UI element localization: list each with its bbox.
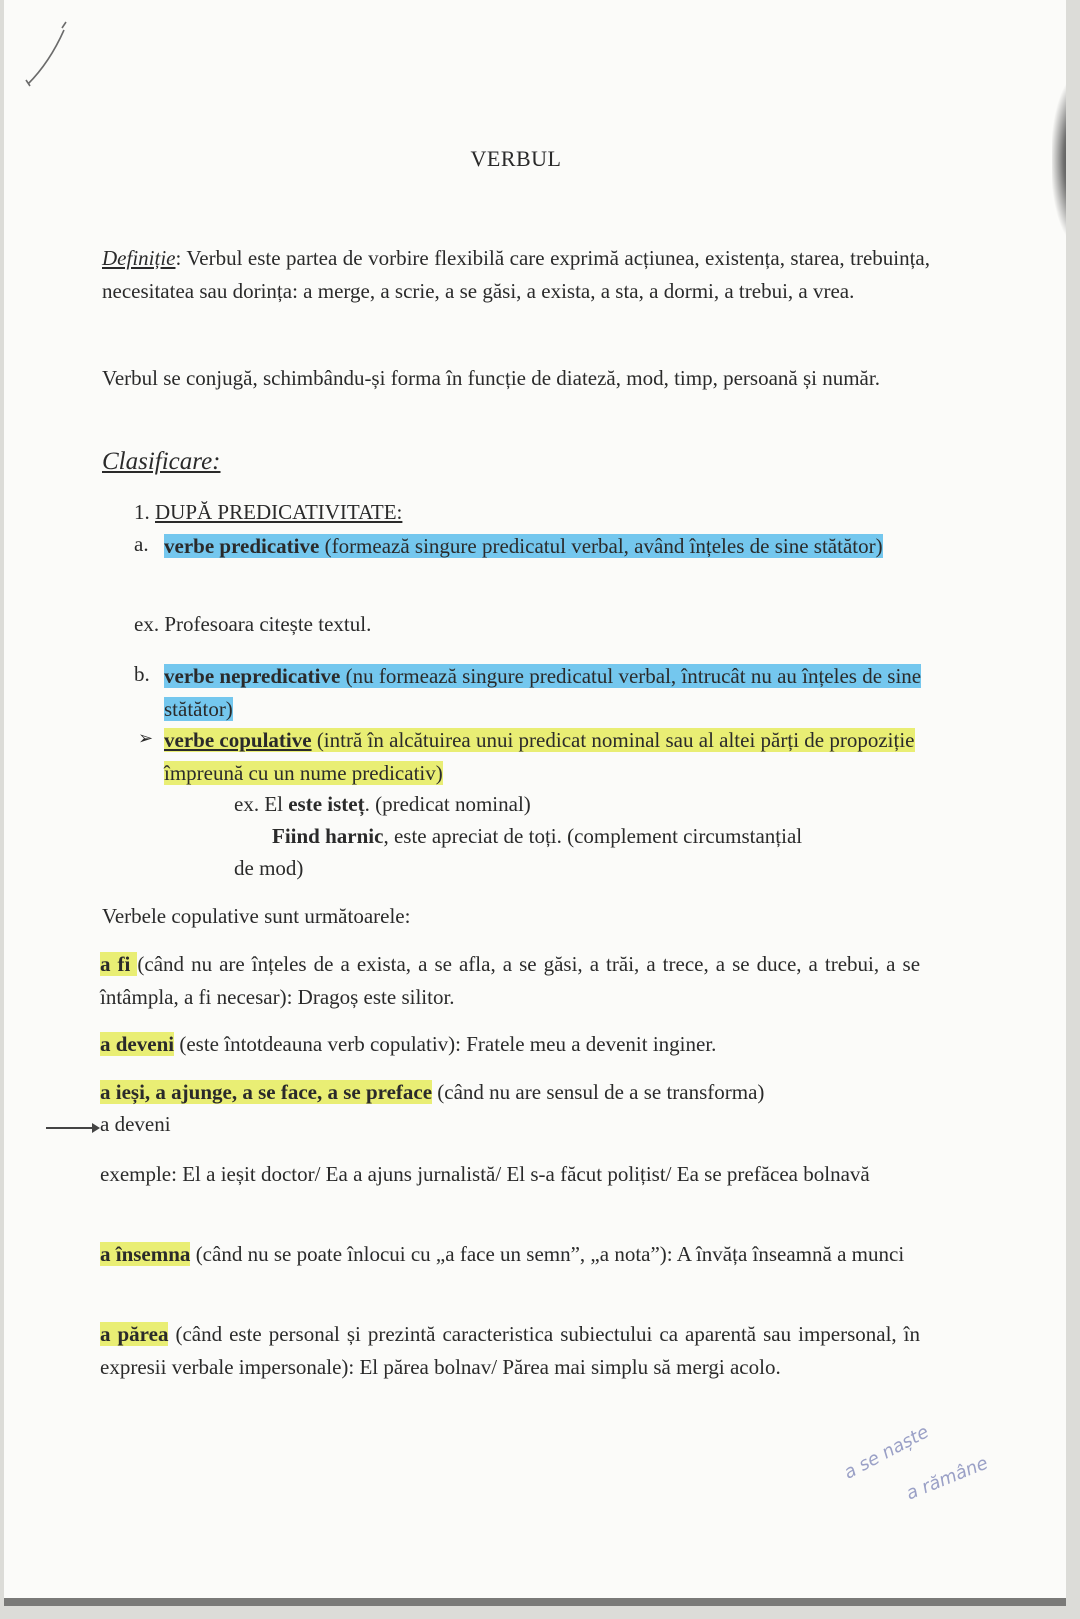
verb-item-a-parea: a părea (când este personal și prezintă caracteristica subiectului ca aparentă sau impersonal, în expresii verbale impersonale): El părea bolnav/ Părea mai simplu să mergi acolo. — [100, 1322, 921, 1379]
conjugation-paragraph: Verbul se conjugă, schimbându-și forma în funcție de diateză, mod, timp, persoană și număr. — [102, 366, 880, 390]
item-b-letter: b. — [134, 662, 150, 686]
copulative-text — [164, 724, 930, 790]
page-bottom-edge — [4, 1598, 1066, 1606]
check-mark-icon — [22, 18, 72, 88]
item-b-text — [164, 660, 930, 726]
verb-item-a-fi: a fi (când nu are înțeles de a exista, a se afla, a se găsi, a trăi, a trece, a se duce, a trebui, a se întâmpla, a fi necesar): Dragoș este silitor. — [100, 952, 921, 1009]
classification-label: Clasificare: — [102, 448, 221, 475]
item-a-example: ex. Profesoara citește textul. — [134, 612, 372, 636]
copulative-desc: (intră în alcătuirea unui predicat nominal sau al altei părți de propoziție împreună cu un nume predicativ) — [164, 728, 915, 785]
item-a-desc: (formează singure predicatul verbal, având înțeles de sine stătător) — [319, 534, 883, 558]
copulative-example-2-cont: de mod) — [234, 856, 304, 880]
examples-line: exemple: El a ieșit doctor/ Ea a ajuns jurnalistă/ El s-a făcut polițist/ Ea se prefăcea bolnavă — [100, 1162, 870, 1186]
copulative-example-2: Fiind harnic, este apreciat de toți. (complement circumstanțial — [272, 824, 803, 848]
document-page — [4, 0, 1066, 1606]
verb-item-a-iesi: a ieși, a ajunge, a se face, a se preface (când nu are sensul de a se transforma) — [100, 1080, 765, 1104]
page-title: VERBUL — [470, 146, 562, 171]
arrow-right-icon — [46, 1127, 98, 1129]
copulative-term: verbe copulative — [164, 728, 312, 752]
item-b-term: verbe nepredicative — [164, 664, 341, 688]
section-1-heading — [134, 500, 402, 525]
copulative-example-1: ex. El este isteț. (predicat nominal) — [234, 792, 531, 816]
item-a-letter: a. — [134, 532, 149, 556]
handwritten-note-2: a rămâne — [903, 1452, 992, 1505]
item-a-term: verbe predicative — [164, 534, 320, 558]
verb-item-a-deveni: a deveni (este întotdeauna verb copulativ): Fratele meu a devenit inginer. — [100, 1032, 717, 1056]
definition-label: Definiție — [102, 246, 176, 270]
section-1-title: DUPĂ PREDICATIVITATE: — [155, 500, 403, 524]
verb-item-a-iesi-cont: a deveni — [100, 1112, 171, 1136]
definition-text: : Verbul este partea de vorbire flexibilă care exprimă acțiunea, existența, starea, trebuința, necesitatea sau dorința: a merge, a scrie, a se găsi, a exista, a sta, a dormi, a trebui, a vrea. — [102, 246, 930, 303]
verb-item-a-insemna: a însemna (când nu se poate înlocui cu „a face un semn”, „a nota”): A învăța înseamnă a munci — [100, 1242, 905, 1266]
verbs-list-intro: Verbele copulative sunt următoarele: — [102, 904, 411, 928]
section-1-number: 1. — [134, 500, 150, 524]
item-a-text — [164, 530, 930, 563]
definition-paragraph — [102, 242, 930, 308]
item-b-desc: (nu formează singure predicatul verbal, întrucât nu au înțeles de sine stătător) — [164, 664, 922, 721]
page-edge-shadow — [1052, 80, 1066, 240]
handwritten-note-1: a se naște — [840, 1421, 933, 1484]
arrow-bullet-icon: ➢ — [138, 728, 154, 748]
